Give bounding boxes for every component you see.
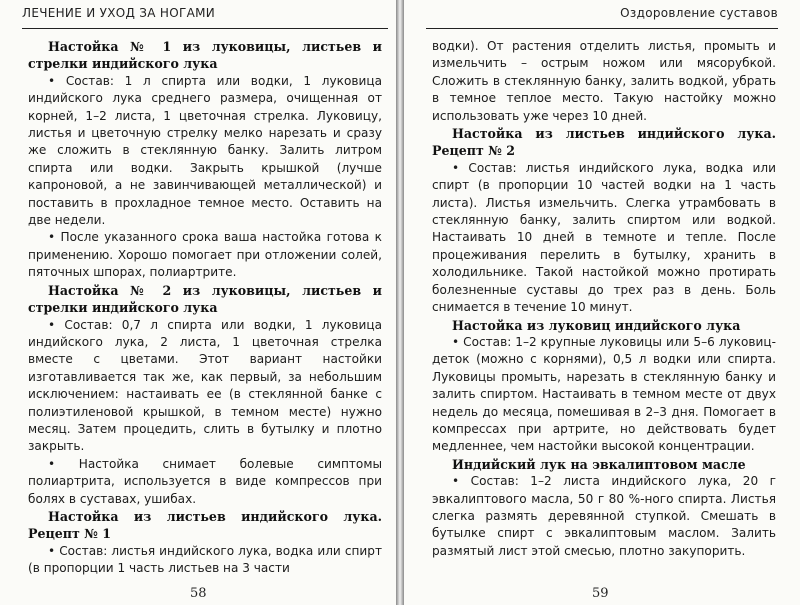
paragraph: • Состав: 0,7 л спирта или водки, 1 луковица индийского лука, 2 листа, 1 цветочная стрелка вместе с цветами. Этот вариант настойки изготавливается так же, как первый, за небольшим исключением: настаивать ее (в стеклянной банке с полиэтиленовой крышкой, в темном месте) нужно месяц. Затем процедить, слить в бутылку и плотно закрыть.: [28, 317, 382, 454]
recipe-heading: Индийский лук на эвкалиптовом масле: [452, 456, 746, 472]
paragraph: • Состав: 1 л спирта или водки, 1 луковица индийского лука среднего размера, очищенная от корней, 1–2 листа, 1 цветочная стрелка. Луковицу, листья и цветочную стрелку мелко нарезать и сразу же сложить в стеклянную банку. Залить литром спирта или водки. Закрыть крышкой (лучше капроновой, а не завинчивающей металлической) и поставить в прохладное темное место. Оставить на две недели.: [28, 73, 382, 228]
book-gutter: [396, 0, 404, 605]
page-number-left: 58: [190, 586, 207, 601]
paragraph-continued: водки). От растения отделить листья, промыть и измельчить – острым ножом или мясорубкой. Сложить в стеклянную банку, залить водкой, убрать в темное теплое место. Такую настойку можно использовать уже через 10 дней.: [432, 39, 776, 123]
recipe-heading: Настойка № 2 из луковицы, листьев и стрелки индийского лука: [28, 282, 382, 316]
recipe-heading: Настойка из листьев индийского лука. Рецепт № 1: [28, 508, 382, 542]
paragraph: • Настойка снимает болевые симптомы полиартрита, используется в виде компрессов при болях в суставах, ушибах.: [28, 456, 382, 506]
running-head-right: Оздоровление суставов: [426, 6, 778, 29]
left-page: [0, 0, 396, 605]
right-page: [404, 0, 800, 605]
paragraph: • Состав: листья индийского лука, водка или спирт (в пропорции 10 частей водки на 1 часть листа). Листья измельчить. Слегка утрамбовать в стеклянную банку, залить спиртом или водкой. Настаивать 10 дней в темноте и тепле. После процеживания перелить в бутылку, хранить в холодильнике. Такой настойкой можно протирать болезненные суставы до трех раз в день. Боль снимается в течение 10 минут.: [432, 160, 776, 315]
recipe-heading: Настойка из луковиц индийского лука: [452, 317, 741, 333]
paragraph: • После указанного срока ваша настойка готова к применению. Хорошо помогает при отложении солей, пяточных шпорах, полиартрите.: [28, 230, 382, 280]
recipe-heading: Настойка № 1 из луковицы, листьев и стрелки индийского лука: [28, 39, 382, 72]
paragraph: • Состав: 1–2 крупные луковицы или 5–6 луковиц-деток (можно с корнями), 0,5 л водки или спирта. Луковицы промыть, нарезать в стеклянную банку и залить спиртом. Настаивать в темном месте от двух недель до месяца, помешивая в 2–3 дня. Помогает в компрессах при артрите, но действовать будет медленнее, чем настойки высокой концентрации.: [432, 334, 776, 454]
paragraph: • Состав: листья индийского лука, водка или спирт (в пропорции 1 часть листьев на 3 части: [28, 543, 382, 576]
left-page-text: [28, 38, 382, 578]
running-head-left: ЛЕЧЕНИЕ И УХОД ЗА НОГАМИ: [22, 6, 388, 29]
recipe-heading: Настойка из листьев индийского лука. Рецепт № 2: [432, 126, 776, 159]
paragraph: • Состав: 1–2 листа индийского лука, 20 г эвкалиптового масла, 50 г 80 %-ного спирта. Листья слегка размять деревянной ступкой. Смешать в бутылке спирт с эвкалиптовым маслом. Залить размятый лист этой смесью, плотно закупорить.: [432, 474, 776, 558]
page-number-right: 59: [592, 586, 609, 601]
right-page-text: [432, 38, 776, 560]
